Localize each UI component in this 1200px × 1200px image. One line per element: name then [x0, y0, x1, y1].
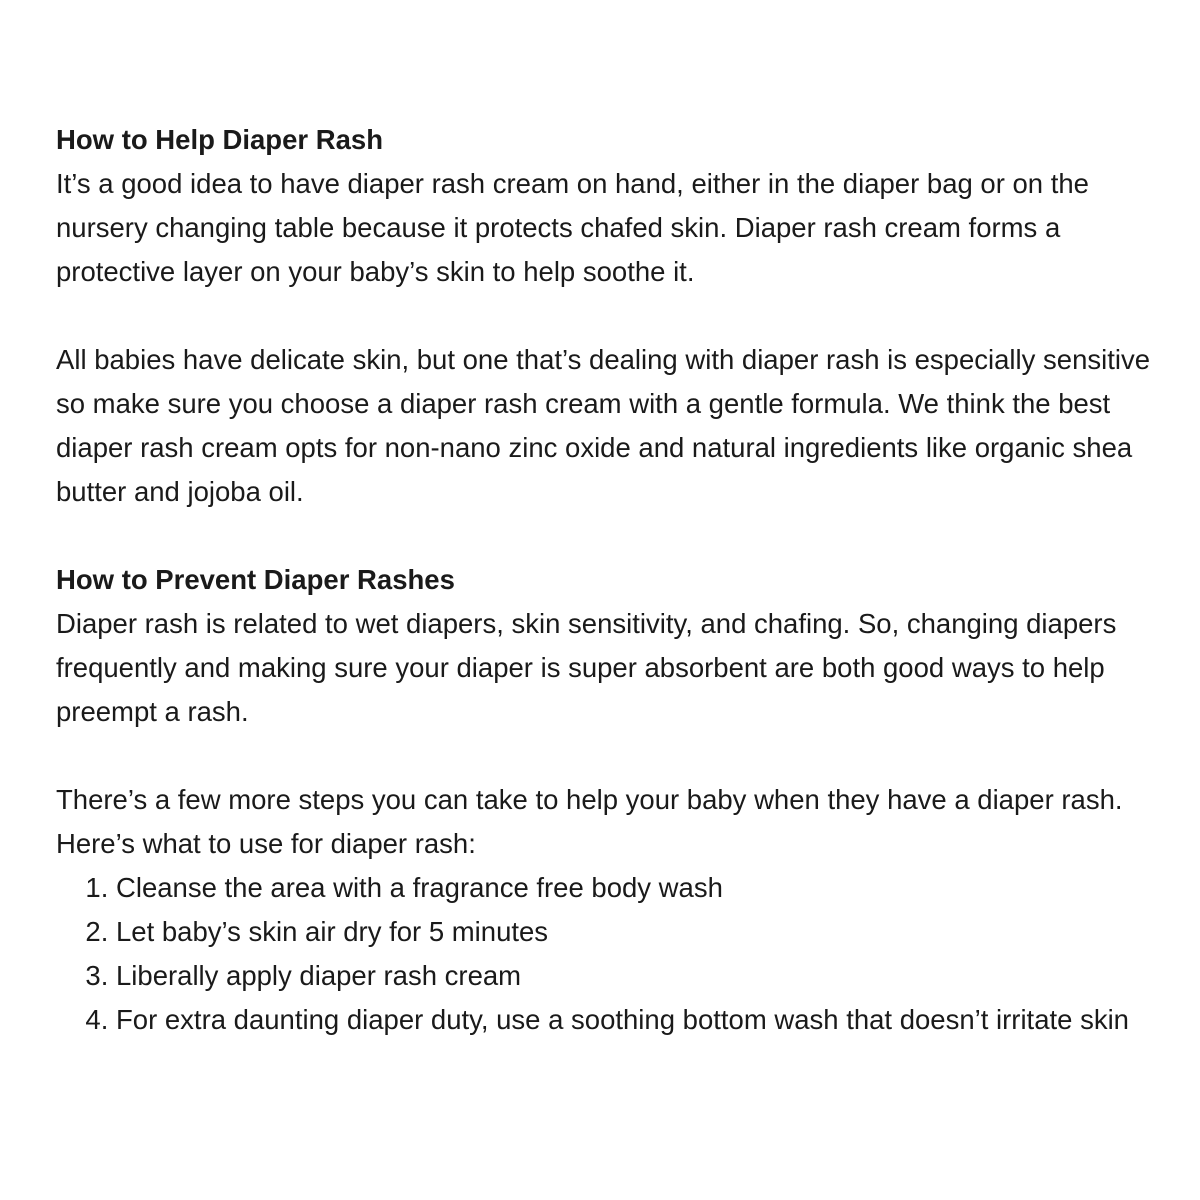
paragraph: It’s a good idea to have diaper rash cream on hand, either in the diaper bag or on the nursery changing table because it protects chafed skin. Diaper rash cream forms a protective layer on your baby’s skin to help soothe it. — [56, 168, 1089, 287]
heading-help-diaper-rash: How to Help Diaper Rash — [56, 124, 383, 155]
list-item: 2. Let baby’s skin air dry for 5 minutes — [116, 910, 1166, 954]
heading-prevent-diaper-rashes: How to Prevent Diaper Rashes — [56, 564, 455, 595]
list-item: 3. Liberally apply diaper rash cream — [116, 954, 1166, 998]
list-item: 4. For extra daunting diaper duty, use a soothing bottom wash that doesn’t irritate skin — [116, 998, 1166, 1042]
list-item: 1. Cleanse the area with a fragrance free body wash — [116, 866, 1166, 910]
paragraph: All babies have delicate skin, but one that’s dealing with diaper rash is especially sensitive so make sure you choose a diaper rash cream with a gentle formula. We think the best diaper rash cream opts for non-nano zinc oxide and natural ingredients like organic shea butter and jojoba oil. — [56, 344, 1151, 507]
document — [56, 118, 1166, 1042]
paragraph: Diaper rash is related to wet diapers, skin sensitivity, and chafing. So, changing diapers frequently and making sure your diaper is super absorbent are both good ways to help preempt a rash. — [56, 608, 1117, 727]
paragraph: There’s a few more steps you can take to help your baby when they have a diaper rash. Here’s what to use for diaper rash: — [56, 784, 1123, 859]
steps-list — [56, 866, 1166, 1042]
